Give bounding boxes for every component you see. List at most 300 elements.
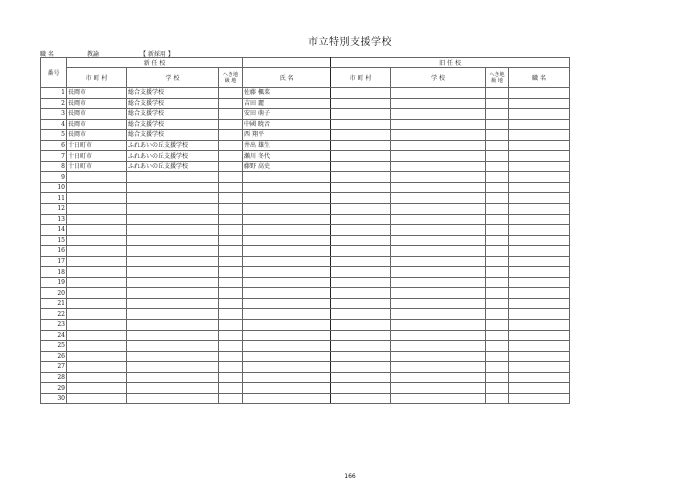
- new-remote-cell: [219, 98, 243, 109]
- table-row: [41, 161, 570, 172]
- old-city-cell: [331, 151, 391, 162]
- old-remote-cell: [486, 383, 509, 394]
- old-school-col-header: 学 校: [391, 68, 486, 88]
- new-city-cell: [67, 277, 127, 288]
- old-city-cell: [331, 341, 391, 352]
- row-number: 22: [41, 309, 67, 320]
- new-city-header: 市 町 村: [67, 68, 127, 88]
- job-cell: [509, 130, 570, 141]
- old-school-cell: [391, 214, 486, 225]
- row-number: 13: [41, 214, 67, 225]
- old-school-cell: [391, 140, 486, 151]
- new-school-cell: [127, 182, 219, 193]
- old-remote-cell: [486, 204, 509, 215]
- new-city-cell: 十日町市: [67, 140, 127, 151]
- job-cell: [509, 246, 570, 257]
- old-city-cell: [331, 288, 391, 299]
- number-header: 番号: [41, 58, 67, 88]
- table-row: [41, 98, 570, 109]
- table-row: [41, 109, 570, 120]
- old-city-cell: [331, 351, 391, 362]
- old-city-cell: [331, 204, 391, 215]
- old-city-cell: [331, 267, 391, 278]
- new-school-cell: ふれあいの丘支援学校: [127, 161, 219, 172]
- name-cell: [243, 320, 331, 331]
- new-school-cell: [127, 288, 219, 299]
- table-row: [41, 140, 570, 151]
- assignment-table: [40, 57, 570, 404]
- table-row: [41, 225, 570, 236]
- old-remote-cell: [486, 119, 509, 130]
- name-cell: [243, 372, 331, 383]
- new-school-header: 新 任 校: [67, 58, 243, 68]
- old-remote-cell: [486, 298, 509, 309]
- job-cell: [509, 330, 570, 341]
- old-remote-cell: [486, 341, 509, 352]
- new-school-cell: [127, 372, 219, 383]
- name-cell: [243, 362, 331, 373]
- row-number: 17: [41, 256, 67, 267]
- old-city-cell: [331, 246, 391, 257]
- old-city-cell: [331, 98, 391, 109]
- new-city-cell: [67, 372, 127, 383]
- table-row: [41, 351, 570, 362]
- old-city-cell: [331, 225, 391, 236]
- job-cell: [509, 341, 570, 352]
- old-city-cell: [331, 119, 391, 130]
- new-remote-cell: [219, 119, 243, 130]
- old-city-cell: [331, 330, 391, 341]
- row-number: 29: [41, 383, 67, 394]
- new-remote-cell: [219, 193, 243, 204]
- job-cell: [509, 172, 570, 183]
- old-remote-cell: [486, 109, 509, 120]
- new-remote-cell: [219, 393, 243, 404]
- job-cell: [509, 393, 570, 404]
- name-cell: 西 翔平: [243, 130, 331, 141]
- name-cell: [243, 309, 331, 320]
- table-row: [41, 204, 570, 215]
- new-city-cell: [67, 298, 127, 309]
- name-cell: 藤野 高史: [243, 161, 331, 172]
- job-cell: [509, 309, 570, 320]
- new-remote-cell: [219, 214, 243, 225]
- new-school-cell: [127, 225, 219, 236]
- name-cell: 中國 暁音: [243, 119, 331, 130]
- old-school-header: 旧 任 校: [331, 58, 570, 68]
- table-row: [41, 119, 570, 130]
- new-city-cell: 長岡市: [67, 109, 127, 120]
- new-city-cell: [67, 362, 127, 373]
- old-school-cell: [391, 362, 486, 373]
- table-row: [41, 341, 570, 352]
- table-row: [41, 130, 570, 141]
- new-remote-cell: [219, 309, 243, 320]
- row-number: 14: [41, 225, 67, 236]
- old-remote-cell: [486, 351, 509, 362]
- new-remote-cell: [219, 298, 243, 309]
- new-city-cell: [67, 267, 127, 278]
- row-number: 10: [41, 182, 67, 193]
- old-city-cell: [331, 383, 391, 394]
- table-row: [41, 362, 570, 373]
- new-remote-cell: [219, 288, 243, 299]
- new-school-cell: [127, 235, 219, 246]
- name-cell: [243, 330, 331, 341]
- new-school-cell: [127, 298, 219, 309]
- name-cell: [243, 341, 331, 352]
- new-school-cell: 総合支援学校: [127, 130, 219, 141]
- job-cell: [509, 151, 570, 162]
- old-school-cell: [391, 320, 486, 331]
- job-cell: [509, 140, 570, 151]
- old-school-cell: [391, 330, 486, 341]
- table-row: [41, 288, 570, 299]
- name-cell: [243, 393, 331, 404]
- new-remote-cell: [219, 341, 243, 352]
- row-number: 9: [41, 172, 67, 183]
- new-city-cell: [67, 341, 127, 352]
- row-number: 28: [41, 372, 67, 383]
- new-remote-cell: [219, 351, 243, 362]
- table-row: [41, 309, 570, 320]
- old-remote-cell: [486, 277, 509, 288]
- new-city-cell: [67, 383, 127, 394]
- old-city-cell: [331, 88, 391, 99]
- row-number: 21: [41, 298, 67, 309]
- old-remote-cell: [486, 235, 509, 246]
- name-cell: [243, 383, 331, 394]
- row-number: 8: [41, 161, 67, 172]
- old-school-cell: [391, 309, 486, 320]
- old-school-cell: [391, 341, 486, 352]
- old-remote-cell: [486, 320, 509, 331]
- new-school-cell: [127, 320, 219, 331]
- row-number: 27: [41, 362, 67, 373]
- name-cell: [243, 193, 331, 204]
- new-city-cell: [67, 225, 127, 236]
- old-city-cell: [331, 362, 391, 373]
- new-school-cell: ふれあいの丘支援学校: [127, 140, 219, 151]
- new-city-cell: [67, 172, 127, 183]
- new-city-cell: [67, 288, 127, 299]
- table-row: [41, 330, 570, 341]
- new-school-cell: [127, 277, 219, 288]
- new-city-cell: [67, 351, 127, 362]
- table-row: [41, 298, 570, 309]
- old-remote-cell: [486, 214, 509, 225]
- old-school-cell: [391, 109, 486, 120]
- job-cell: [509, 298, 570, 309]
- new-school-cell: ふれあいの丘支援学校: [127, 151, 219, 162]
- table-row: [41, 393, 570, 404]
- name-header-top: [243, 58, 331, 68]
- old-city-cell: [331, 140, 391, 151]
- new-city-cell: [67, 182, 127, 193]
- old-remote-cell: [486, 130, 509, 141]
- old-school-cell: [391, 119, 486, 130]
- old-city-cell: [331, 320, 391, 331]
- new-city-cell: 十日町市: [67, 151, 127, 162]
- new-city-cell: [67, 256, 127, 267]
- table-row: [41, 151, 570, 162]
- new-school-cell: [127, 309, 219, 320]
- new-remote-cell: [219, 277, 243, 288]
- old-school-cell: [391, 288, 486, 299]
- new-school-cell: [127, 351, 219, 362]
- new-remote-cell: [219, 235, 243, 246]
- row-number: 6: [41, 140, 67, 151]
- new-remote-cell: [219, 88, 243, 99]
- row-number: 26: [41, 351, 67, 362]
- new-remote-cell: [219, 330, 243, 341]
- row-number: 2: [41, 98, 67, 109]
- new-school-cell: [127, 172, 219, 183]
- new-city-cell: 長岡市: [67, 98, 127, 109]
- new-remote-cell: [219, 246, 243, 257]
- job-cell: [509, 372, 570, 383]
- new-city-cell: [67, 330, 127, 341]
- job-cell: [509, 193, 570, 204]
- row-number: 15: [41, 235, 67, 246]
- row-number: 3: [41, 109, 67, 120]
- new-remote-cell: [219, 182, 243, 193]
- old-remote-cell: [486, 256, 509, 267]
- old-remote-cell: [486, 362, 509, 373]
- old-remote-cell: [486, 161, 509, 172]
- old-school-cell: [391, 267, 486, 278]
- old-remote-cell: [486, 309, 509, 320]
- table-row: [41, 246, 570, 257]
- old-school-cell: [391, 225, 486, 236]
- old-remote-cell: [486, 372, 509, 383]
- old-school-cell: [391, 182, 486, 193]
- new-school-cell: 総合支援学校: [127, 119, 219, 130]
- row-number: 25: [41, 341, 67, 352]
- old-city-cell: [331, 235, 391, 246]
- new-city-cell: 十日町市: [67, 161, 127, 172]
- job-cell: [509, 383, 570, 394]
- position-value: 教諭: [87, 51, 100, 58]
- old-city-cell: [331, 130, 391, 141]
- name-cell: [243, 182, 331, 193]
- old-school-cell: [391, 88, 486, 99]
- name-cell: [243, 214, 331, 225]
- new-remote-cell: [219, 225, 243, 236]
- name-cell: [243, 256, 331, 267]
- old-school-cell: [391, 372, 486, 383]
- table-row: [41, 320, 570, 331]
- old-school-cell: [391, 393, 486, 404]
- name-cell: 瀨川 冬代: [243, 151, 331, 162]
- new-city-cell: [67, 393, 127, 404]
- new-remote-cell: [219, 256, 243, 267]
- name-header: 氏 名: [243, 68, 331, 88]
- old-remote-cell: [486, 172, 509, 183]
- new-city-cell: [67, 320, 127, 331]
- new-remote-cell: [219, 140, 243, 151]
- old-city-cell: [331, 172, 391, 183]
- row-number: 18: [41, 267, 67, 278]
- name-cell: [243, 225, 331, 236]
- name-cell: 井出 雄生: [243, 140, 331, 151]
- old-school-cell: [391, 246, 486, 257]
- new-remote-cell: [219, 172, 243, 183]
- new-school-cell: 総合支援学校: [127, 98, 219, 109]
- new-school-cell: 総合支援学校: [127, 109, 219, 120]
- old-city-cell: [331, 372, 391, 383]
- new-city-cell: 長岡市: [67, 119, 127, 130]
- job-cell: [509, 98, 570, 109]
- old-remote-cell: [486, 288, 509, 299]
- row-number: 24: [41, 330, 67, 341]
- new-remote-cell: [219, 130, 243, 141]
- old-city-cell: [331, 393, 391, 404]
- table-row: [41, 88, 570, 99]
- old-city-cell: [331, 277, 391, 288]
- old-city-header: 市 町 村: [331, 68, 391, 88]
- name-cell: [243, 351, 331, 362]
- old-school-cell: [391, 277, 486, 288]
- old-city-cell: [331, 298, 391, 309]
- table-row: [41, 267, 570, 278]
- old-remote-cell: [486, 193, 509, 204]
- row-number: 5: [41, 130, 67, 141]
- new-remote-cell: [219, 161, 243, 172]
- old-remote-cell: [486, 182, 509, 193]
- position-label: 職 名: [40, 51, 54, 58]
- old-school-cell: [391, 351, 486, 362]
- old-city-cell: [331, 214, 391, 225]
- name-cell: [243, 246, 331, 257]
- old-school-cell: [391, 172, 486, 183]
- new-remote-cell: [219, 362, 243, 373]
- name-cell: [243, 267, 331, 278]
- new-city-cell: [67, 214, 127, 225]
- new-school-cell: [127, 383, 219, 394]
- old-city-cell: [331, 193, 391, 204]
- new-school-cell: [127, 341, 219, 352]
- old-city-cell: [331, 109, 391, 120]
- old-city-cell: [331, 182, 391, 193]
- new-school-cell: [127, 393, 219, 404]
- new-remote-cell: [219, 383, 243, 394]
- row-number: 16: [41, 246, 67, 257]
- new-school-cell: [127, 267, 219, 278]
- new-school-cell: [127, 330, 219, 341]
- table-row: [41, 193, 570, 204]
- row-number: 12: [41, 204, 67, 215]
- name-cell: [243, 204, 331, 215]
- old-school-cell: [391, 193, 486, 204]
- job-cell: [509, 320, 570, 331]
- old-remote-cell: [486, 225, 509, 236]
- job-cell: [509, 351, 570, 362]
- name-cell: [243, 298, 331, 309]
- table-row: [41, 277, 570, 288]
- job-cell: [509, 204, 570, 215]
- old-city-cell: [331, 256, 391, 267]
- new-school-cell: [127, 193, 219, 204]
- old-remote-cell: [486, 98, 509, 109]
- new-school-cell: [127, 256, 219, 267]
- row-number: 30: [41, 393, 67, 404]
- old-school-cell: [391, 204, 486, 215]
- old-remote-cell: [486, 393, 509, 404]
- new-school-cell: 総合支援学校: [127, 88, 219, 99]
- new-school-cell: [127, 214, 219, 225]
- table-row: [41, 214, 570, 225]
- old-remote-cell: [486, 151, 509, 162]
- old-school-cell: [391, 151, 486, 162]
- table-row: [41, 235, 570, 246]
- new-city-cell: [67, 246, 127, 257]
- row-number: 20: [41, 288, 67, 299]
- old-school-cell: [391, 235, 486, 246]
- row-number: 19: [41, 277, 67, 288]
- old-remote-cell: [486, 330, 509, 341]
- old-remote-cell: [486, 88, 509, 99]
- old-school-cell: [391, 383, 486, 394]
- row-number: 11: [41, 193, 67, 204]
- old-school-cell: [391, 130, 486, 141]
- old-school-cell: [391, 98, 486, 109]
- new-city-cell: [67, 309, 127, 320]
- table-row: [41, 372, 570, 383]
- job-cell: [509, 362, 570, 373]
- job-cell: [509, 225, 570, 236]
- old-school-cell: [391, 161, 486, 172]
- table-row: [41, 182, 570, 193]
- table-row: [41, 256, 570, 267]
- name-cell: [243, 172, 331, 183]
- new-school-cell: [127, 362, 219, 373]
- job-cell: [509, 256, 570, 267]
- new-city-cell: [67, 204, 127, 215]
- new-remote-cell: [219, 320, 243, 331]
- category-label: 【 新採用 】: [140, 51, 174, 58]
- new-city-cell: [67, 235, 127, 246]
- name-cell: [243, 277, 331, 288]
- old-remote-header: へき地 級 地: [486, 68, 509, 88]
- old-school-cell: [391, 256, 486, 267]
- new-remote-cell: [219, 267, 243, 278]
- new-remote-header: へき地 級 地: [219, 68, 243, 88]
- new-city-cell: [67, 193, 127, 204]
- job-cell: [509, 235, 570, 246]
- job-cell: [509, 109, 570, 120]
- new-remote-cell: [219, 372, 243, 383]
- name-cell: [243, 235, 331, 246]
- name-cell: 吉田 麗: [243, 98, 331, 109]
- new-remote-cell: [219, 109, 243, 120]
- old-city-cell: [331, 161, 391, 172]
- row-number: 23: [41, 320, 67, 331]
- job-cell: [509, 119, 570, 130]
- job-cell: [509, 182, 570, 193]
- new-remote-cell: [219, 204, 243, 215]
- name-cell: [243, 288, 331, 299]
- row-number: 7: [41, 151, 67, 162]
- new-school-cell: [127, 204, 219, 215]
- job-cell: [509, 88, 570, 99]
- new-school-col-header: 学 校: [127, 68, 219, 88]
- old-city-cell: [331, 309, 391, 320]
- new-school-cell: [127, 246, 219, 257]
- name-cell: 佐藤 楓菜: [243, 88, 331, 99]
- table-row: [41, 172, 570, 183]
- table-row: [41, 383, 570, 394]
